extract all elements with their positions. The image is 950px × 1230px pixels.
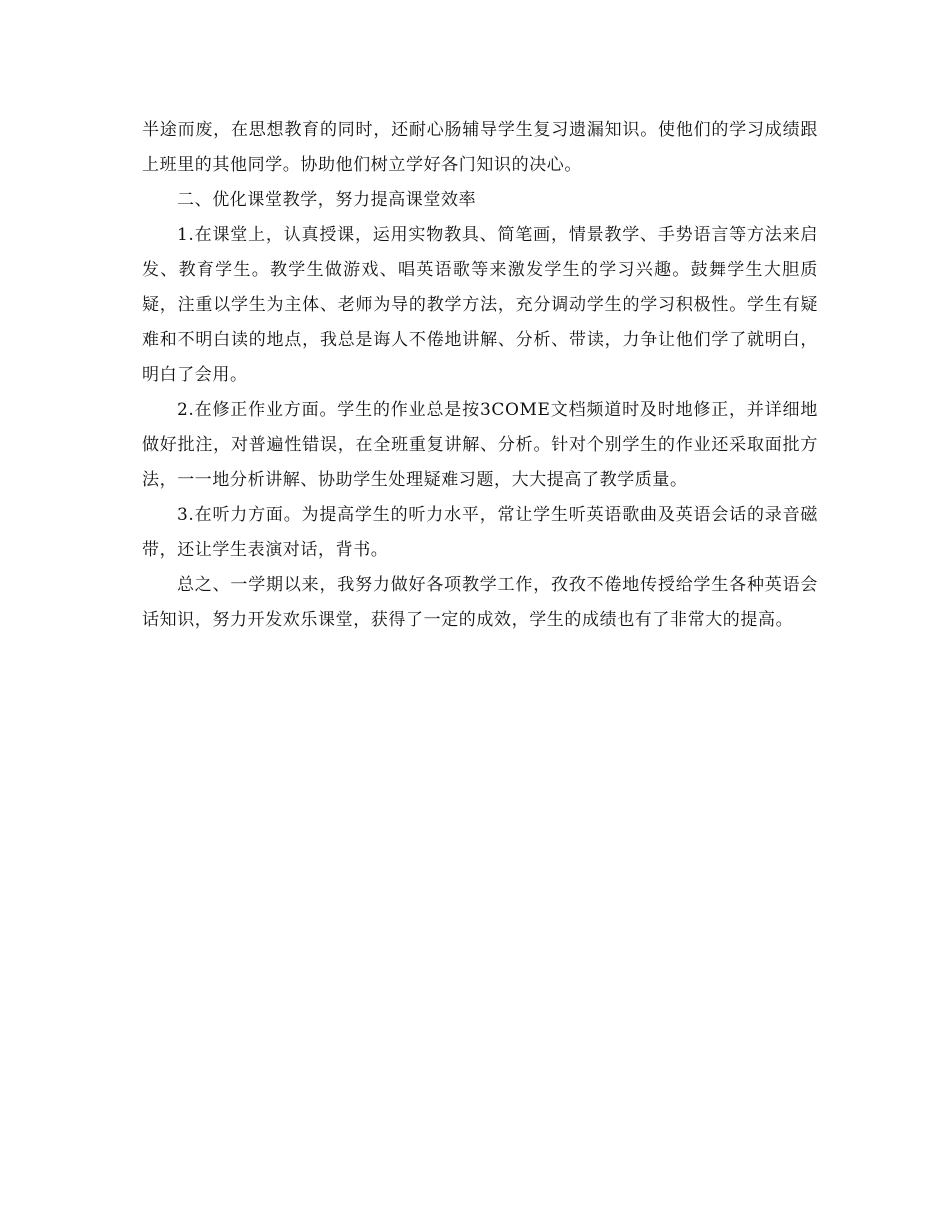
paragraph-continuation: 半途而废，在思想教育的同时，还耐心肠辅导学生复习遗漏知识。使他们的学习成绩跟上班里的其他同学。协助他们树立学好各门知识的决心。 (142, 120, 818, 175)
section-heading: 二、优化课堂教学，努力提高课堂效率 (177, 190, 477, 210)
document-body (142, 113, 818, 638)
paragraph-listening: 3.在听力方面。为提高学生的听力水平，常让学生听英语歌曲及英语会话的录音磁带，还让学生表演对话，背书。 (142, 505, 818, 560)
paragraph-summary: 总之、一学期以来，我努力做好各项教学工作，孜孜不倦地传授给学生各种英语会话知识，努力开发欢乐课堂，获得了一定的成效，学生的成绩也有了非常大的提高。 (142, 575, 818, 630)
paragraph-classroom-teaching: 1.在课堂上，认真授课，运用实物教具、简笔画，情景教学、手势语言等方法来启发、教育学生。教学生做游戏、唱英语歌等来激发学生的学习兴趣。鼓舞学生大胆质疑，注重以学生为主体、老师为导的教学方法，充分调动学生的学习积极性。学生有疑难和不明白读的地点，我总是诲人不倦地讲解、分析、带读，力争让他们学了就明白，明白了会用。 (142, 225, 818, 385)
paragraph-homework-correction: 2.在修正作业方面。学生的作业总是按3COME文档频道时及时地修正，并详细地做好批注，对普遍性错误，在全班重复讲解、分析。针对个别学生的作业还采取面批方法，一一地分析讲解、协助学生处理疑难习题，大大提高了教学质量。 (142, 400, 818, 490)
